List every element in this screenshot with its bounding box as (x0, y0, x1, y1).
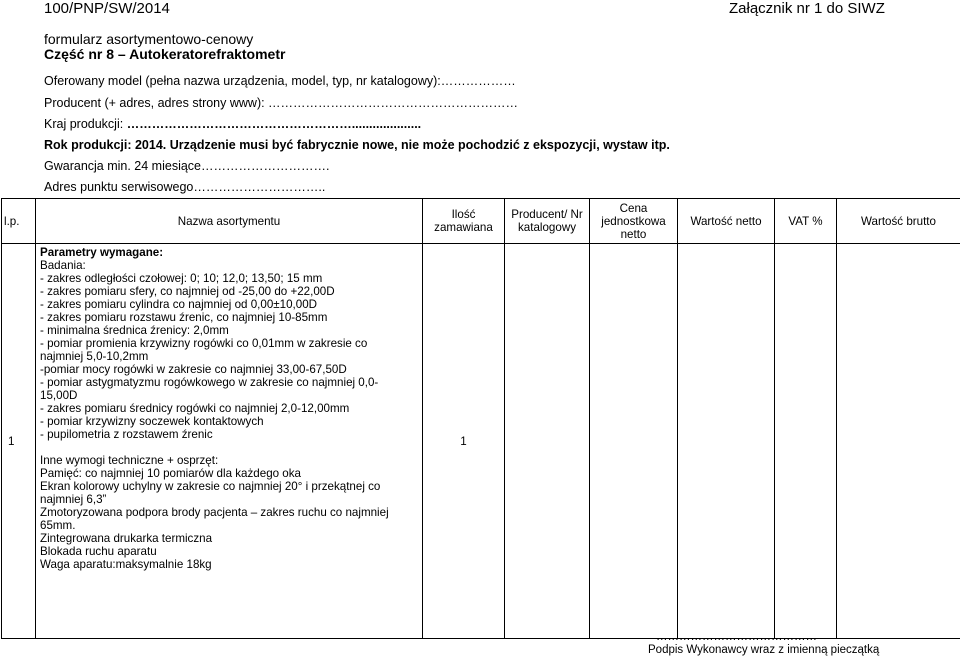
extra-requirement-line: Pamięć: co najmniej 10 pomiarów dla każdego oka (40, 467, 302, 480)
warranty-field[interactable]: Gwarancja min. 24 miesiące…………………………. (44, 159, 330, 173)
requirements-title: Parametry wymagane: (40, 246, 164, 259)
row-vat-cell[interactable] (775, 244, 837, 639)
annex-label: Załącznik nr 1 do SIWZ (729, 0, 885, 17)
requirement-line: - zakres pomiaru cylindra co najmniej od 0,00±10,00D (40, 298, 318, 311)
header-quantity: Ilość zamawiana (423, 199, 505, 244)
extra-requirement-line: Zintegrowana drukarka termiczna (40, 532, 213, 545)
header-vat: VAT % (775, 199, 837, 244)
country-dots: ……………………………………………….................... (126, 117, 422, 131)
requirements-list (40, 259, 419, 441)
requirement-line: - zakres pomiaru średnicy rogówki co najmniej 2,0-12,00mm (40, 402, 350, 415)
header-name: Nazwa asortymentu (36, 199, 423, 244)
header-net-value: Wartość netto (678, 199, 775, 244)
header-gross-value: Wartość brutto (837, 199, 960, 244)
row-net-value-cell[interactable] (678, 244, 775, 639)
requirement-line: 15,00D (40, 389, 78, 402)
form-part: Część nr 8 – Autokeratorefraktometr (44, 46, 286, 62)
country-field[interactable] (44, 117, 421, 131)
requirement-line: najmniej 5,0-10,2mm (40, 350, 149, 363)
extra-requirement-line: najmniej 6,3” (40, 493, 107, 506)
requirement-line: - pupilometria z rozstawem źrenic (40, 428, 213, 441)
extra-requirement-line: Inne wymogi techniczne + osprzęt: (40, 454, 219, 467)
row-producer-cell[interactable] (505, 244, 590, 639)
requirement-line: - zakres odległości czołowej: 0; 10; 12,0; 13,50; 15 mm (40, 272, 323, 285)
service-address-field[interactable]: Adres punktu serwisowego………………………….. (44, 180, 326, 194)
extra-requirements-list (40, 454, 419, 571)
requirement-line: - zakres pomiaru rozstawu źrenic, co najmniej 10-85mm (40, 311, 328, 324)
producer-field[interactable]: Producent (+ adres, adres strony www): …………………………………………………… (44, 96, 519, 110)
requirement-line: Badania: (40, 259, 86, 272)
signature-label: Podpis Wykonawcy wraz z imienną pieczątką (648, 644, 880, 656)
header-producer: Producent/ Nr katalogowy (505, 199, 590, 244)
row-unit-price-cell[interactable] (590, 244, 678, 639)
extra-requirement-line: Blokada ruchu aparatu (40, 545, 157, 558)
assortment-price-table (1, 198, 960, 639)
extra-requirement-line: Zmotoryzowana podpora brody pacjenta – zakres ruchu co najmniej (40, 506, 389, 519)
country-label: Kraj produkcji: (44, 117, 127, 131)
row-gross-value-cell[interactable] (837, 244, 960, 639)
row-quantity: 1 (423, 244, 505, 639)
signature-dots: …………………………………… (656, 631, 817, 643)
row-description (36, 244, 423, 639)
requirement-line: - pomiar promienia krzywizny rogówki co 0,01mm w zakresie co (40, 337, 368, 350)
extra-requirement-line: 65mm. (40, 519, 76, 532)
requirement-line: -pomiar mocy rogówki w zakresie co najmniej 33,00-67,50D (40, 363, 347, 376)
header-lp: l.p. (2, 199, 36, 244)
production-year-note: Rok produkcji: 2014. Urządzenie musi być fabrycznie nowe, nie może pochodzić z ekspozycji, wystaw itp. (44, 138, 670, 152)
requirement-line: - minimalna średnica źrenicy: 2,0mm (40, 324, 229, 337)
form-title: formularz asortymentowo-cenowy (44, 31, 254, 47)
requirement-line: - zakres pomiaru sfery, co najmniej od -25,00 do +22,00D (40, 285, 335, 298)
extra-requirement-line: Ekran kolorowy uchylny w zakresie co najmniej 20° i przekątnej co (40, 480, 381, 493)
offered-model-field[interactable]: Oferowany model (pełna nazwa urządzenia, model, typ, nr katalogowy):……………… (44, 74, 516, 88)
extra-requirement-line: Waga aparatu:maksymalnie 18kg (40, 558, 212, 571)
table-row (2, 244, 960, 639)
requirement-line: - pomiar astygmatyzmu rogówkowego w zakresie co najmniej 0,0- (40, 376, 379, 389)
requirement-line: - pomiar krzywizny soczewek kontaktowych (40, 415, 264, 428)
header-unit-price: Cena jednostkowa netto (590, 199, 678, 244)
document-reference: 100/PNP/SW/2014 (44, 0, 170, 17)
row-lp: 1 (2, 244, 36, 639)
table-header-row (2, 199, 960, 244)
